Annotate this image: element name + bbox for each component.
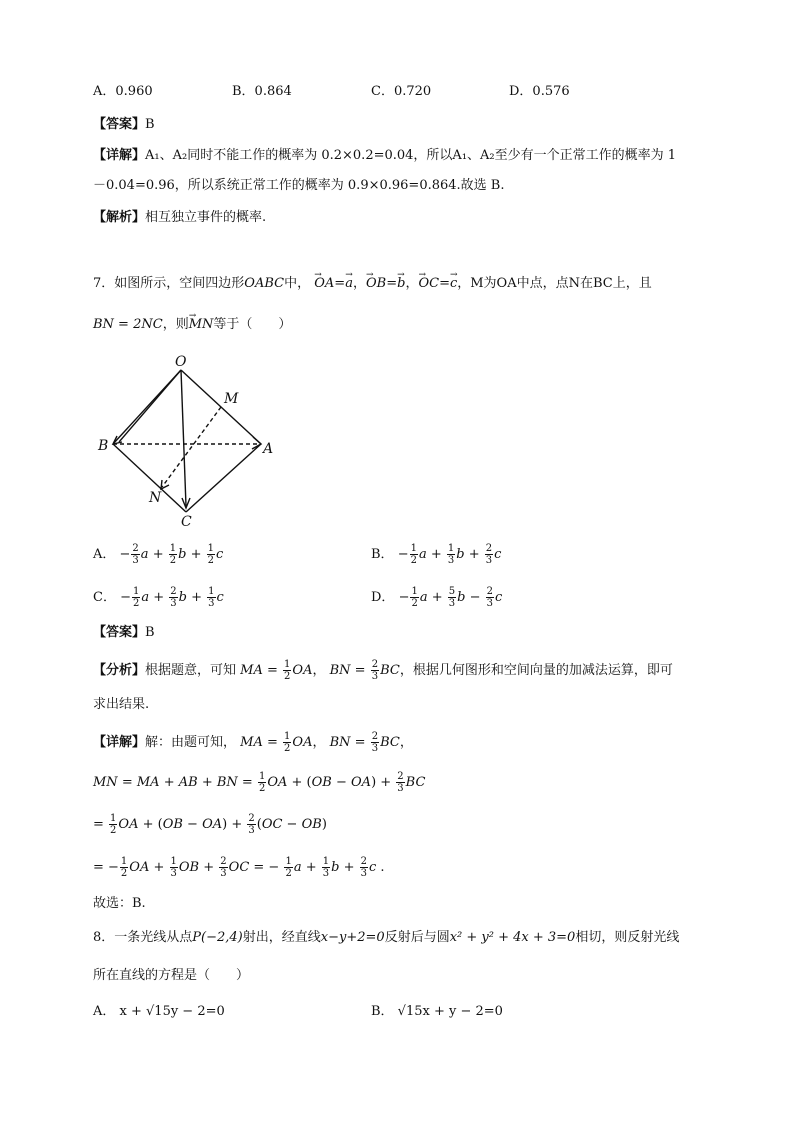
analysis-text-b: ，根据几何图形和空间向量的加减法运算，即可: [399, 663, 673, 678]
tetrahedron-figure: [95, 352, 285, 532]
q7-analysis-line1: 【分析】根据题意，可知 MA = $\frac{1}{2}$ OA， BN = $\frac{2}{3}$ BC，根据几何图形和空间向量的加减法运算，即可: [93, 659, 673, 682]
q7-detail-line2: MN = MA + AB + BN = $\frac{1}{2}$ OA + (OB − OA) + $\frac{2}{3}$ BC: [93, 771, 426, 794]
label-n: N: [149, 490, 162, 506]
q7-stem-line2: [93, 316, 291, 334]
q8-number: 8．: [93, 930, 115, 945]
q6-detail-line1: [93, 147, 676, 165]
q8-stem-a: 一条光线从点: [114, 930, 193, 945]
vector-mn: → MN: [189, 316, 214, 334]
label-m: M: [224, 391, 239, 407]
q7-stem-line1: 7．如图所示，空间四边形OABC中， → OA=→ a，→ OB=→ b，→ OC=→ c，M为OA中点，点N在BC上，且: [93, 275, 652, 293]
q8-stem-c: 反射后与圆: [384, 930, 450, 945]
q7-option-a: A． − $\frac{2}{3}$ a + $\frac{1}{2}$ b + $\frac{1}{2}$ c: [93, 543, 224, 566]
q8-option-b: B． √15x + y − 2=0: [371, 1004, 503, 1019]
vector-b: → b: [397, 275, 405, 293]
q6-answer-line: [93, 116, 155, 134]
q8-stem-b: 射出，经直线: [242, 930, 321, 945]
q7-stem-b: 中，: [284, 276, 311, 291]
option-label: D．: [371, 590, 395, 605]
q6-option-b: B．0.864: [232, 84, 292, 99]
q8-point: P(−2,4): [192, 930, 243, 945]
q6-analysis-line: [93, 209, 266, 227]
vector-oc: → OC: [418, 275, 439, 293]
option-label: A．: [93, 547, 116, 562]
q8-stem-line2: 所在直线的方程是（ ）: [93, 968, 250, 983]
q6-option-d: D．0.576: [509, 84, 570, 99]
q7-analysis-line2: 求出结果.: [93, 697, 150, 712]
q7-answer-line: [93, 624, 155, 642]
option-label: C．: [93, 590, 116, 605]
detail-tag: 【详解】: [93, 735, 146, 750]
arrow-mn: [161, 480, 169, 489]
analysis-text: 相互独立事件的概率.: [145, 210, 267, 225]
vector-c: → c: [450, 275, 457, 293]
label-c: C: [181, 514, 192, 530]
q8-circle: x² + y² + 4x + 3=0: [449, 930, 576, 945]
q7-number: 7．: [93, 276, 115, 291]
detail-text: 解：由题可知，: [145, 735, 237, 750]
q7-detail-line3: = $\frac{1}{2}$ OA + (OB − OA) + $\frac{2}{3}$ (OC − OB): [93, 813, 327, 836]
q8-stem-d: 相切，则反射光线: [575, 930, 680, 945]
analysis-tag: 【分析】: [93, 663, 146, 678]
answer-tag: 【答案】: [93, 625, 146, 640]
q7-stem-d: ，则: [162, 317, 189, 332]
bn-equation: BN = 2NC: [93, 317, 163, 332]
answer-tag: 【答案】: [93, 117, 146, 132]
arrow-ob-line: [119, 370, 181, 442]
q7-option-d: D． − $\frac{1}{2}$ a + $\frac{5}{3}$ b − $\frac{2}{3}$ c: [371, 586, 503, 609]
vector-oa: → OA: [314, 275, 334, 293]
q8-option-a: A． x + √15y − 2=0: [93, 1004, 225, 1019]
label-o: O: [175, 354, 187, 370]
vector-ob: → OB: [366, 275, 386, 293]
label-a: A: [263, 441, 274, 457]
q7-shape: OABC: [244, 276, 285, 291]
q7-option-c: C． − $\frac{1}{2}$ a + $\frac{2}{3}$ b + $\frac{1}{3}$ c: [93, 586, 224, 609]
segment-mn-hidden: [162, 407, 221, 487]
q7-stem-e: 等于（ ）: [213, 317, 292, 332]
q7-stem-a: 如图所示，空间四边形: [114, 276, 245, 291]
q7-stem-c: ，M为OA中点，点N在BC上，且: [457, 276, 652, 291]
q7-conclusion: 故选：B.: [93, 896, 146, 911]
q6-option-c: C．0.720: [371, 84, 432, 99]
detail-tag: 【详解】: [93, 148, 146, 163]
arrow-oa: [252, 437, 261, 449]
q7-detail-line1: 【详解】解：由题可知， MA = $\frac{1}{2}$ OA， BN = $\frac{2}{3}$ BC，: [93, 731, 413, 754]
q8-stem-line1: [93, 929, 679, 947]
edge-oc: [181, 370, 186, 506]
edge-ac: [186, 444, 261, 512]
answer-value: B: [145, 625, 155, 640]
option-label: B．: [371, 547, 394, 562]
answer-value: B: [145, 117, 155, 132]
q7-option-b: B． − $\frac{1}{2}$ a + $\frac{1}{3}$ b + $\frac{2}{3}$ c: [371, 543, 502, 566]
q6-option-a: A．0.960: [93, 84, 153, 99]
label-b: B: [98, 438, 109, 454]
q8-line: x−y+2=0: [320, 930, 385, 945]
detail-text: A₁、A₂同时不能工作的概率为 0.2×0.2=0.04，所以A₁、A₂至少有一个正常工作的概率为 1: [145, 148, 677, 163]
q6-detail-line2: －0.04=0.96，所以系统正常工作的概率为 0.9×0.96=0.864.故选 B.: [93, 178, 505, 193]
vector-a: → a: [345, 275, 353, 293]
q7-detail-line4: = − $\frac{1}{2}$ OA + $\frac{1}{3}$ OB + $\frac{2}{3}$ OC = − $\frac{1}{2}$ a + $\frac{1}{3}$ b + $\frac{2}{3}$ c .: [93, 856, 385, 879]
analysis-text-a: 根据题意，可知: [145, 663, 237, 678]
analysis-tag: 【解析】: [93, 210, 146, 225]
